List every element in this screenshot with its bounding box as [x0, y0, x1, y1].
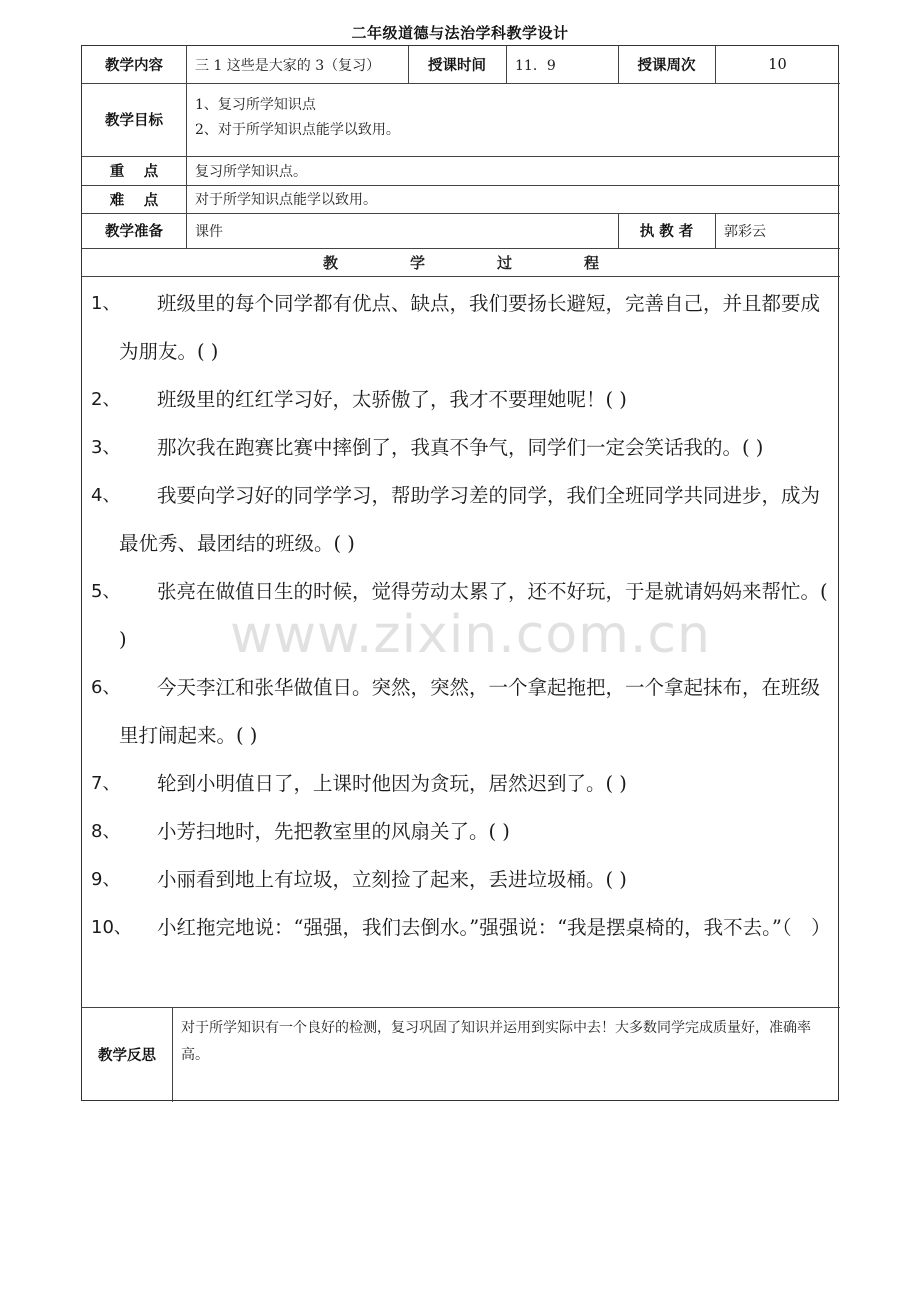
teacher-value: 郭彩云 [724, 223, 766, 240]
time-label: 授课时间 [428, 58, 486, 74]
reflection-text: 对于所学知识有一个良好的检测，复习巩固了知识并运用到实际中去！大多数同学完成质量好，准确率高。 [181, 1020, 811, 1063]
item-text: 小丽看到地上有垃圾，立刻捡了起来，丢进垃圾桶。( ) [157, 868, 627, 891]
goal-line: 1、复习所学知识点 [195, 97, 316, 113]
item-number: 6、 [91, 677, 121, 698]
goal-line: 2、对于所学知识点能学以致用。 [195, 122, 400, 138]
week-label: 授课周次 [637, 58, 696, 74]
item-number: 5、 [91, 581, 121, 602]
time-value: 11．9 [515, 57, 556, 74]
list-item [82, 376, 840, 424]
item-number: 10、 [91, 917, 132, 938]
difficulty-label: 难 点 [109, 192, 159, 209]
goals-label: 教学目标 [105, 113, 163, 129]
item-text: 张亮在做值日生的时候，觉得劳动太累了，还不好玩，于是就请妈妈来帮忙。( ) [119, 580, 828, 651]
document-title: 二年级道德与法治学科教学设计 [351, 24, 569, 42]
list-item [82, 472, 840, 568]
item-number: 7、 [91, 773, 121, 794]
list-item [82, 424, 840, 472]
item-text: 我要向学习好的同学学习，帮助学习差的同学，我们全班同学共同进步，成为最优秀、最团结的班级。( ) [119, 484, 821, 555]
row-divider [82, 276, 840, 277]
reflection-label: 教学反思 [98, 1048, 156, 1064]
key-point-value: 复习所学知识点。 [195, 163, 307, 180]
item-text: 小芳扫地时，先把教室里的风扇关了。( ) [157, 820, 510, 843]
item-text: 今天李江和张华做值日。突然，突然，一个拿起拖把，一个拿起抹布，在班级里打闹起来。( ) [119, 676, 821, 747]
item-number: 8、 [91, 821, 121, 842]
goals-list [186, 83, 840, 156]
item-number: 3、 [91, 437, 121, 458]
list-item [82, 904, 840, 952]
lesson-plan-table [81, 45, 839, 1101]
item-text: 班级里的每个同学都有优点、缺点，我们要扬长避短，完善自己，并且都要成为朋友。( ) [119, 292, 821, 363]
teacher-label: 执 教 者 [639, 224, 694, 240]
content-value: 三 1 这些是大家的 3（复习） [195, 57, 381, 74]
list-item [82, 760, 840, 808]
item-number: 2、 [91, 389, 121, 410]
item-text: 班级里的红红学习好，太骄傲了，我才不要理她呢！( ) [157, 388, 627, 411]
key-point-label: 重 点 [109, 164, 159, 180]
prep-value: 课件 [195, 223, 223, 240]
item-number: 4、 [91, 485, 121, 506]
item-text: 小红拖完地说：“强强，我们去倒水。”强强说：“我是摆桌椅的，我不去。”（ ） [157, 916, 831, 939]
item-number: 9、 [91, 869, 121, 890]
list-item [82, 856, 840, 904]
item-text: 那次我在跑赛比赛中摔倒了，我真不争气，同学们一定会笑话我的。( ) [157, 436, 764, 459]
process-heading: 教学过程 [322, 253, 671, 272]
content-label: 教学内容 [105, 58, 163, 74]
list-item [82, 808, 840, 856]
list-item [82, 664, 840, 760]
list-item [82, 280, 840, 376]
item-text: 轮到小明值日了，上课时他因为贪玩，居然迟到了。( ) [157, 772, 627, 795]
watermark: www.zixin.com.cn [230, 605, 711, 665]
week-value: 10 [768, 56, 787, 73]
prep-label: 教学准备 [105, 224, 163, 240]
difficulty-value: 对于所学知识点能学以致用。 [195, 192, 377, 208]
item-number: 1、 [91, 293, 121, 314]
